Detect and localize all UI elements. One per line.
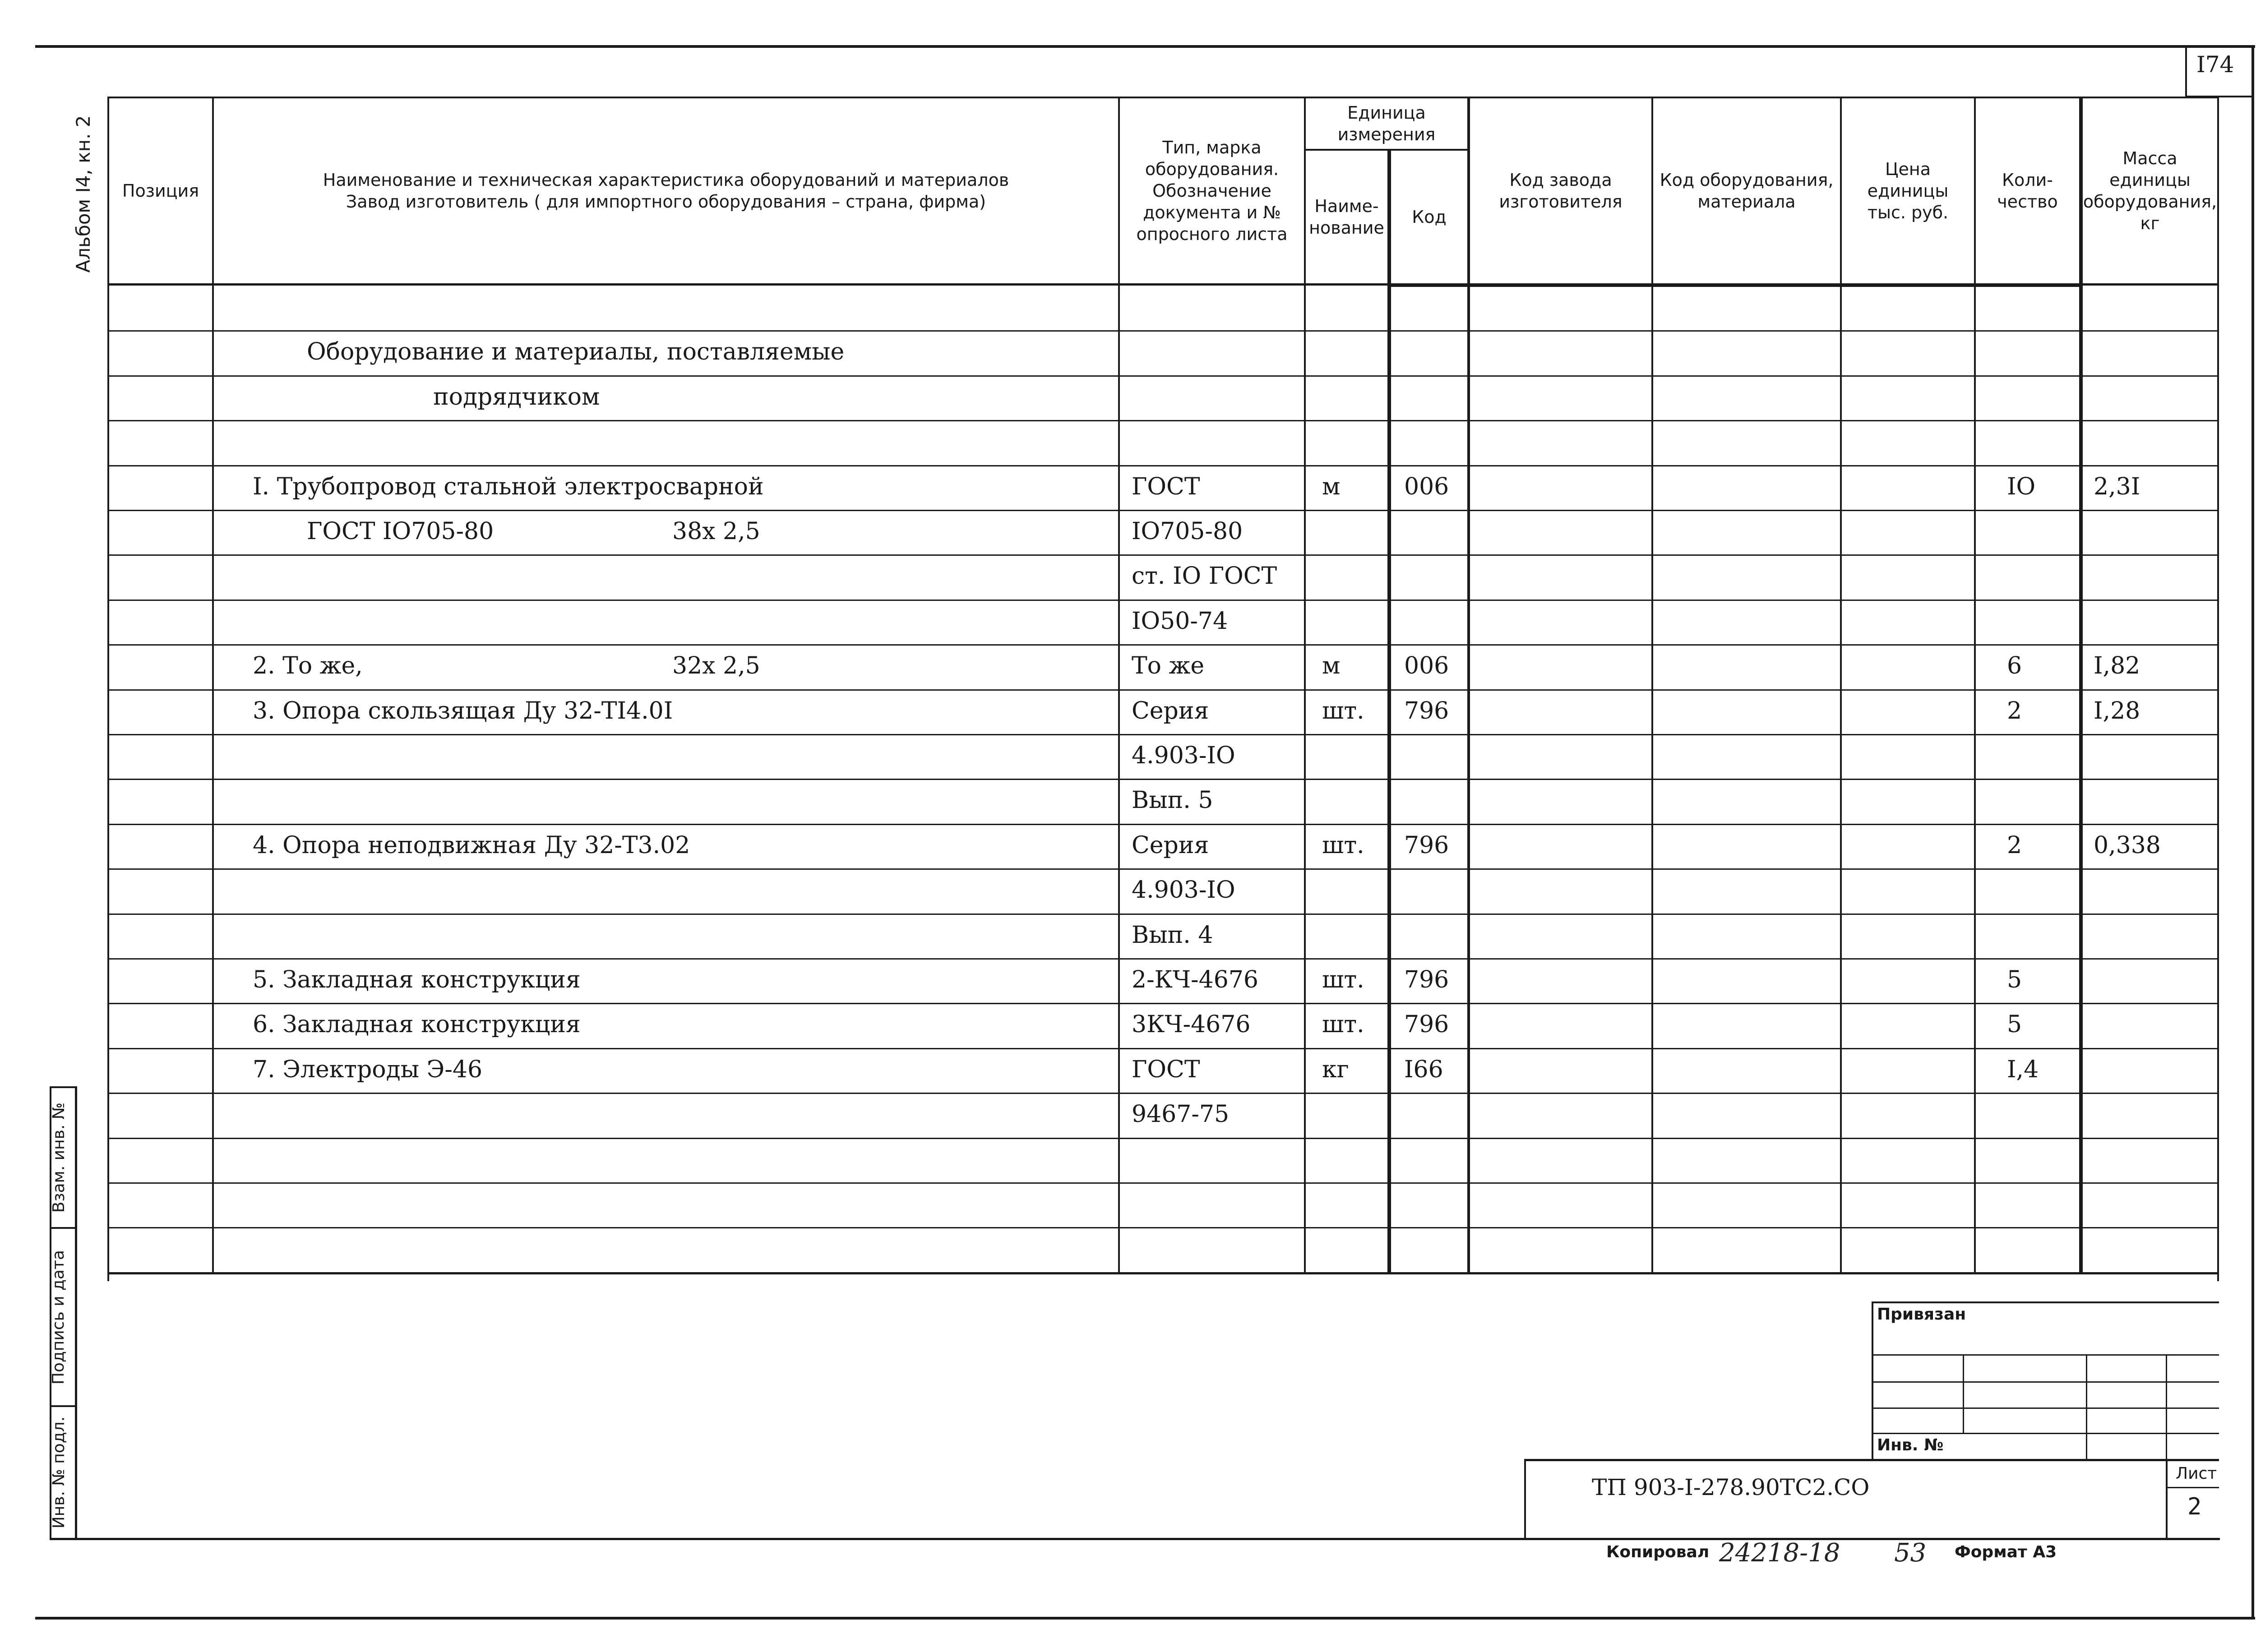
row-divider — [107, 644, 2219, 646]
cell-type: ГОСТ — [1132, 1056, 1200, 1083]
row-divider — [107, 779, 2219, 780]
cell-qty: 2 — [2007, 832, 2022, 859]
row-divider — [107, 510, 2219, 511]
cell-code: 006 — [1404, 652, 1449, 679]
row-divider — [107, 1048, 2219, 1049]
row-divider — [107, 554, 2219, 556]
cell-qty: 5 — [2007, 966, 2022, 993]
stamp-list-left — [2166, 1459, 2168, 1539]
footer-handwritten-number-2: 53 — [1894, 1538, 1927, 1568]
stamp-vline — [2166, 1354, 2167, 1459]
cell-qty: 2 — [2007, 697, 2022, 724]
row-divider — [107, 824, 2219, 825]
header-unit-code: Код — [1412, 207, 1447, 227]
cell-name: подрядчиком — [433, 383, 600, 411]
row-divider — [107, 1182, 2219, 1184]
row-divider — [107, 1138, 2219, 1139]
header-factory-code: Код завода изготовителя — [1499, 170, 1623, 212]
cell-unit: шт. — [1322, 832, 1364, 859]
frame-right — [2251, 45, 2254, 1620]
footer-format: Формат А3 — [1955, 1543, 2057, 1561]
cell-name: 3. Опора скользящая Ду 32-ТI4.0I — [253, 697, 673, 724]
header-type: Тип, марка оборудования. Обозначение документа и № опросного листа — [1136, 138, 1288, 244]
cell-name: ГОСТ IO705-80 — [307, 518, 494, 545]
cell-name-size: 38х 2,5 — [672, 518, 760, 545]
cell-unit: м — [1322, 652, 1341, 679]
cell-unit: шт. — [1322, 697, 1364, 724]
cell-qty: 5 — [2007, 1011, 2022, 1038]
row-divider — [107, 914, 2219, 915]
cell-type: То же — [1132, 652, 1205, 679]
side-inv: Инв. № подл. — [50, 1416, 68, 1529]
cell-name-size: 32х 2,5 — [672, 652, 760, 679]
frame-top — [35, 45, 2255, 48]
frame-bottom — [35, 1617, 2255, 1620]
cell-code: 796 — [1404, 832, 1449, 859]
cell-type: ГОСТ — [1132, 473, 1200, 500]
header-unit: Единица измерения — [1337, 103, 1436, 144]
stamp-list-sep — [2166, 1487, 2219, 1488]
cell-name: 2. То же, — [253, 652, 363, 679]
cell-mass: 0,338 — [2094, 832, 2161, 859]
cell-mass: I,82 — [2094, 652, 2140, 679]
cell-unit: м — [1322, 473, 1341, 500]
cell-name: 7. Электроды Э-46 — [253, 1056, 483, 1083]
row-divider — [107, 1003, 2219, 1004]
cell-type: Вып. 5 — [1132, 787, 1213, 814]
side-strip-top — [50, 1086, 76, 1088]
header-unit-name: Наиме- нование — [1309, 196, 1384, 238]
side-vzam: Взам. инв. № — [50, 1102, 68, 1213]
stamp-list-label: Лист — [2176, 1464, 2217, 1483]
row-divider — [107, 734, 2219, 735]
row-divider — [107, 375, 2219, 377]
cell-code: 796 — [1404, 697, 1449, 724]
row-divider — [107, 1093, 2219, 1094]
cell-unit: шт. — [1322, 1011, 1364, 1038]
cell-type: Вып. 4 — [1132, 922, 1213, 949]
header-position: Позиция — [122, 181, 199, 201]
cell-mass: I,28 — [2094, 697, 2140, 724]
cell-qty: 6 — [2007, 652, 2022, 679]
cell-type: 4.903-IO — [1132, 877, 1235, 904]
row-divider — [107, 958, 2219, 960]
header-quantity: Коли- чество — [1997, 170, 2058, 212]
cell-type: 3КЧ-4676 — [1132, 1011, 1251, 1038]
row-divider — [107, 420, 2219, 421]
footer-kopiroval: Копировал — [1606, 1543, 1710, 1561]
stamp-vline — [2086, 1354, 2087, 1459]
col-sep — [1387, 149, 1391, 1273]
page-number: I74 — [2196, 51, 2234, 78]
row-divider — [107, 689, 2219, 691]
cell-qty: IO — [2007, 473, 2036, 500]
stamp-doc-left — [1524, 1459, 1526, 1539]
cell-name: 4. Опора неподвижная Ду 32-Т3.02 — [253, 832, 690, 859]
thick-box-top — [1387, 283, 2082, 287]
cell-code: 796 — [1404, 966, 1449, 993]
row-divider — [107, 868, 2219, 870]
cell-mass: 2,3I — [2094, 473, 2140, 500]
cell-name: 5. Закладная конструкция — [253, 966, 581, 993]
side-strip-right — [75, 1086, 77, 1540]
stamp-vline — [1963, 1354, 1964, 1434]
stamp-privyazan: Привязан — [1877, 1305, 1966, 1324]
row-divider — [107, 465, 2219, 466]
cell-code: 006 — [1404, 473, 1449, 500]
stamp-list-number: 2 — [2187, 1493, 2202, 1520]
table-bottom — [107, 1272, 2219, 1274]
cell-type: Серия — [1132, 832, 1209, 859]
cell-type: 9467-75 — [1132, 1101, 1230, 1128]
header-equipment-code: Код оборудования, материала — [1660, 170, 1834, 212]
cell-type: 4.903-IO — [1132, 742, 1235, 769]
cell-name: 6. Закладная конструкция — [253, 1011, 581, 1038]
row-divider — [107, 330, 2219, 332]
table-right — [2217, 97, 2219, 1281]
side-strip-sep — [50, 1227, 76, 1229]
pagebox-left — [2185, 45, 2187, 97]
cell-type: Серия — [1132, 697, 1209, 724]
header-price: Цена единицы тыс. руб. — [1867, 159, 1949, 222]
cell-code: I66 — [1404, 1056, 1443, 1083]
stamp-inv-no: Инв. № — [1877, 1436, 1944, 1454]
cell-name: I. Трубопровод стальной электросварной — [253, 473, 764, 500]
cell-type: ст. IO ГОСТ — [1132, 563, 1277, 590]
cell-code: 796 — [1404, 1011, 1449, 1038]
cell-type: IO50-74 — [1132, 608, 1228, 635]
row-divider — [107, 600, 2219, 601]
stamp-doc-number: ТП 903-I-278.90ТС2.СО — [1592, 1474, 1870, 1500]
cell-qty: I,4 — [2007, 1056, 2039, 1083]
row-divider — [107, 1227, 2219, 1228]
cell-name: Оборудование и материалы, поставляемые — [307, 338, 845, 365]
cell-unit: кг — [1322, 1056, 1349, 1083]
cell-unit: шт. — [1322, 966, 1364, 993]
cell-type: IO705-80 — [1132, 518, 1243, 545]
footer-handwritten-number: 24218-18 — [1719, 1538, 1840, 1568]
stamp-privyazan-left — [1872, 1301, 1873, 1460]
cell-type: 2-КЧ-4676 — [1132, 966, 1258, 993]
stamp-doc-top — [1524, 1459, 2219, 1461]
header-name: Наименование и техническая характеристика оборудований и материалов Завод изготовитель ( для импортного оборудования – страна, фирма) — [323, 170, 1009, 212]
stamp-privyazan-top — [1872, 1301, 2219, 1303]
col-sep — [2079, 97, 2083, 1273]
side-podpis: Подпись и дата — [49, 1250, 68, 1385]
header-mass: Масса единицы оборудования, кг — [2083, 148, 2217, 233]
album-label: Альбом I4, кн. 2 — [72, 115, 94, 273]
